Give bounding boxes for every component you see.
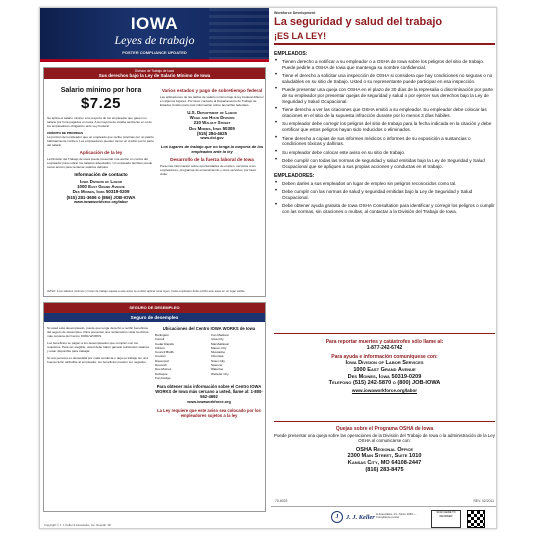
labor-law-poster	[39, 7, 497, 529]
phone-line: Telefono (515) 242-5870 o (800) JOB-IOWA	[328, 380, 441, 387]
unemployment-section	[43, 302, 266, 512]
minimum-wage-right-column	[160, 85, 264, 176]
address-line: Des Moines, Iowa 50319-0209	[347, 373, 422, 380]
banner-note: POSTER COMPLIANCE UPDATED	[122, 50, 187, 55]
office-item: Marshalltown	[211, 341, 230, 346]
unemployment-header: Seguro de desempleo	[44, 313, 265, 322]
title-divider	[274, 43, 495, 45]
address-line: 1000 East Grand Avenue	[77, 184, 125, 190]
offices-title: Ubicaciones del Centro IOWA WORKS de Iowa	[162, 326, 256, 331]
address-line: 1000 East Grand Avenue	[353, 366, 416, 373]
tip-credit-text: La porción del empleador que un empleado que recibe propinas por un patrón habitualmente reciben. Los empleadores pueden tomar un crédito por la parte del salario.	[47, 135, 154, 147]
unemployment-text: Si usted está desempleado, puede que tenga derecho a recibir beneficios del seguro de desempleo. Para presentar una reclamación visite la oficina más cercana del Centro IOWA WORKS.	[47, 326, 149, 338]
unemployment-text: Si una persona es despedida por mala conducta o deja su trabajo sin una buena razón atribuible al empleador, los beneficios pueden ser negados.	[47, 356, 148, 364]
help-link[interactable]: www.iowaworkforce.org/labor	[351, 388, 418, 394]
unemployment-right-column	[155, 326, 263, 418]
office-item: Fort Madison	[211, 333, 230, 337]
list-item: • Tiene el derecho a solicitar una inspección de OSHA si considera que hay condiciones no seguras o no saludables en su sitio de trabajo. Usted o su representante puede participar en esa inspección.	[274, 73, 495, 84]
address-line: 2300 Main Street, Suite 1010	[347, 453, 422, 460]
office-item	[211, 376, 263, 380]
unemployment-top-bar: SEGURO DE DESEMPLEO	[44, 303, 265, 313]
office-item: Cedar Rapids	[155, 341, 174, 346]
us-dol-address	[160, 110, 264, 141]
osha-subtitle: ¡ES LA LEY!	[274, 31, 327, 41]
offices-link[interactable]: www.iowaworkforce.org	[187, 400, 231, 405]
address-line: Des Moines, Iowa 50309	[189, 125, 235, 131]
complaint-block	[274, 426, 495, 474]
address-line: Des Moines, Iowa 50319-0209	[72, 189, 130, 195]
list-item: • Debe cumplir con las normas de salud y seguridad emitidas bajo la Ley de Seguridad y Salud Ocupacional.	[274, 189, 495, 200]
office-item: Carroll	[155, 337, 165, 342]
enforcement-text: La División del Trabajo de Iowa puede presentar una acción en contra del empleador para cobrar los salarios adeudados. Un empleado también puede tomar acción para reclamar salarios debidos.	[47, 157, 153, 169]
publisher-text: & Associates, Inc. Since 1953 — Compliance poster	[376, 512, 417, 520]
address-line: OSHA Regional Office	[355, 446, 414, 453]
list-item: • Su empleador debe corregir los peligros del sitio de trabajo para la fecha indicada en la citación y debe certificar que estos peligros hayan sido reducidos o eliminados.	[274, 121, 495, 132]
reorder-box: SCAN HERE TO REORDER	[431, 510, 461, 528]
report-contact-block	[274, 339, 495, 393]
form-number: 70-6023	[275, 499, 288, 503]
address-line: 210 Walnut Street	[193, 120, 231, 126]
agency-tag: Workforce Development	[274, 11, 316, 15]
office-item: Creston	[155, 354, 166, 359]
office-item: Mason City	[211, 345, 227, 350]
list-item: • Su empleador debe colocar este aviso en su sitio de trabajo.	[274, 150, 495, 156]
minimum-wage-footer: AVISO: A los salarios mínimos y horas de trabajo sujetas a este aviso se podrán aplicar otras leyes. Cada empleador debe exhibir este aviso en un lugar visible.	[47, 288, 246, 293]
list-item: • Tiene derecho a ver las citaciones que OSHA emitió a su empleador. Su empleador debe colocar las citaciones en el sitio de la supuesta infracción durante por lo menos 3 días hábiles.	[274, 107, 495, 118]
phone-line: (515) 281-3606 o (866) JOB-IOWA	[66, 194, 136, 200]
office-item: Spencer	[211, 363, 223, 368]
enforcement-title: Aplicación de la ley	[79, 150, 123, 155]
office-item: Muscatine	[211, 350, 226, 355]
minimum-wage-heading: Salario mínimo por hora	[60, 87, 142, 94]
revision-date: REV. 02/2011	[473, 499, 494, 503]
list-item: • Puede presentar una queja con OSHA en el plazo de 30 días de la represalia o discriminación por parte de su empleador por presentar quejas de seguridad y salud o por ejercer sus derechos bajo la Ley de Seguridad y Salud Ocupacional.	[274, 87, 495, 104]
osha-rights-body	[274, 49, 495, 217]
iowa-labor-link[interactable]: www.iowaworkforce.org/labor	[74, 199, 128, 204]
minimum-wage-intro: Se aplica el salario mínimo a la mayoría de los empleados que ganen su salario por hora pagados en Iowa. A la mayoría de estaba tendrente en el de los empleadores obligatorio ante Ley Federal.	[47, 116, 152, 128]
italic-note: Los lugares de trabajo que no tenga la mayoría de los empleados ante la ley	[160, 144, 264, 155]
minimum-wage-header	[44, 68, 265, 79]
offices-contact: Para obtener más información sobre el Centro IOWA WORKS de Iowa más cercano a usted, llame al: 1-800-562-4692	[155, 384, 263, 400]
posting-requirement: La Ley requiere que este aviso sea colocado por los empleadores sujetos a la ley	[157, 408, 261, 419]
address-line: Kansas City, MO 64108-2447	[347, 460, 422, 467]
dol-link[interactable]: www.dol.gov	[200, 136, 224, 141]
office-item: Sioux City	[211, 358, 225, 363]
state-banner	[40, 8, 269, 62]
tip-credit-title: CRÉDITO DE PROPINAS	[47, 131, 84, 135]
phone-line: (515) 284-4625	[196, 130, 228, 136]
address-line: Iowa Division of Labor	[80, 179, 122, 184]
list-item: • Tienen derecho a notificar a su empleador o a OSHA de Iowa sobre los peligros del sitio de trabajo. Puede pedirle a OSHA de Iowa que mantenga su nombre confidencial.	[274, 59, 495, 70]
report-heading: Para reportar muertes y catástrofes sólo llame al:	[325, 339, 444, 345]
office-item: Webster City	[211, 371, 229, 376]
minimum-wage-left-column	[47, 85, 155, 204]
minimum-wage-rate: $7.25	[80, 95, 122, 112]
offices-list	[155, 333, 263, 380]
complaint-heading: Quejas sobre el Programa OSHA de Iowa	[335, 426, 434, 432]
iowa-labor-address	[47, 179, 155, 200]
list-item: • Debe obtener ayuda gratuita de Iowa OSHA Consultation para identificar y corregir los peligros o cumplir con las normas, sin citaciones o multas, al contactar a la División del Trabajo de Iowa.	[274, 203, 495, 214]
office-item: Clinton	[155, 345, 165, 350]
poster-footer	[271, 499, 497, 529]
office-item: Burlington	[155, 333, 169, 337]
help-address	[274, 360, 495, 387]
help-heading: Para ayuda e información comuníquese con:	[331, 354, 438, 360]
address-line: Wage and Hour Division	[189, 115, 235, 121]
address-line: U.S. Department of Labor	[187, 110, 237, 115]
workforce-dev-title: Desarrollo de la fuerza laboral de Iowa	[170, 157, 254, 163]
contact-info-title: Información de contacto	[74, 172, 128, 177]
left-panel	[40, 8, 269, 529]
office-item: Des Moines	[155, 367, 172, 372]
employers-label: EMPLEADORES:	[274, 172, 315, 179]
employers-list	[274, 181, 495, 215]
office-item: Ottumwa	[211, 354, 224, 359]
minimum-wage-header-small: Division de Trabajo de Iowa	[134, 69, 175, 73]
unemployment-text: Los beneficios se pagan a los desempleados que cumplen con los requisitos. Para ser elegible, usted debe haber ganado suficientes salarios y estar disponible para trabajar.	[47, 341, 150, 353]
office-item: Davenport	[155, 358, 170, 363]
office-item: Iowa City	[211, 337, 224, 342]
minimum-wage-header-text: Sus derechos bajo la Ley de Salario Mínimo de Iowa	[98, 73, 211, 78]
office-item: Decorah	[155, 363, 167, 368]
qr-code-icon	[467, 510, 485, 528]
minimum-wage-section	[43, 67, 266, 297]
copyright: Copyright © J. J. Keller & Associates, Inc. Neenah, WI	[44, 523, 112, 527]
address-line: Iowa Division of Labor Services	[345, 360, 424, 366]
employees-list	[274, 59, 495, 170]
complaint-text: Puede presentar una queja sobre las operaciones de la División del Trabajo de Iowa o la administración de la Ley OSHA al comunicarse con:	[274, 433, 495, 444]
office-item: Fort Dodge	[155, 375, 171, 380]
section-divider	[274, 333, 495, 334]
banner-title: IOWA	[130, 14, 179, 33]
list-item: • Deben darles a sus empleados un lugar de empleo sin peligros reconocidos como tal.	[274, 181, 495, 187]
logo-mark-icon: J	[331, 511, 343, 523]
office-item: Council Bluffs	[155, 350, 174, 355]
phone-line: (816) 283-8475	[365, 466, 404, 473]
osha-regional-address	[274, 447, 495, 474]
section-divider	[274, 421, 495, 422]
right-panel	[271, 8, 497, 529]
office-item: Waterloo	[211, 367, 224, 372]
federal-note-title: Varios estados y pago de sobretiempo federal	[161, 88, 263, 93]
workforce-dev-text: Para más información sobre oportunidades de empleo, servicios a los empleadores, programas de entrenamiento y otros servicios, por favor visite:	[160, 164, 257, 177]
unemployment-left-column	[47, 326, 151, 364]
federal-note-text: Las aplicaciones de las tarifas de salario mínimo bajo la ley Federal difieren en algunos lugares. Por favor contacte al Departamento de Trabajo de Estados Unidos para más información sobre las tarifas federales.	[160, 95, 264, 107]
osha-title: La seguridad y salud del trabajo	[274, 16, 443, 28]
publisher-logo	[331, 511, 375, 523]
office-item: Dubuque	[155, 371, 168, 376]
employees-label: EMPLEADOS:	[274, 51, 308, 57]
list-item: • Debe cumplir con todas las normas de seguridad y salud emitidas bajo la Ley de Seguridad y Salud Ocupacional que se apliquen a sus propias acciones y conductas en el trabajo.	[274, 158, 495, 169]
logo-name: J. J. Keller	[346, 513, 375, 521]
banner-subtitle: Leyes de trabajo	[114, 33, 195, 47]
report-phone: 1-877-242-6742	[366, 345, 403, 351]
list-item: • Tiene derecho a copias de sus informes médicos o informes de su exposición a sustancias o condiciones tóxicas y dañinas.	[274, 136, 495, 147]
